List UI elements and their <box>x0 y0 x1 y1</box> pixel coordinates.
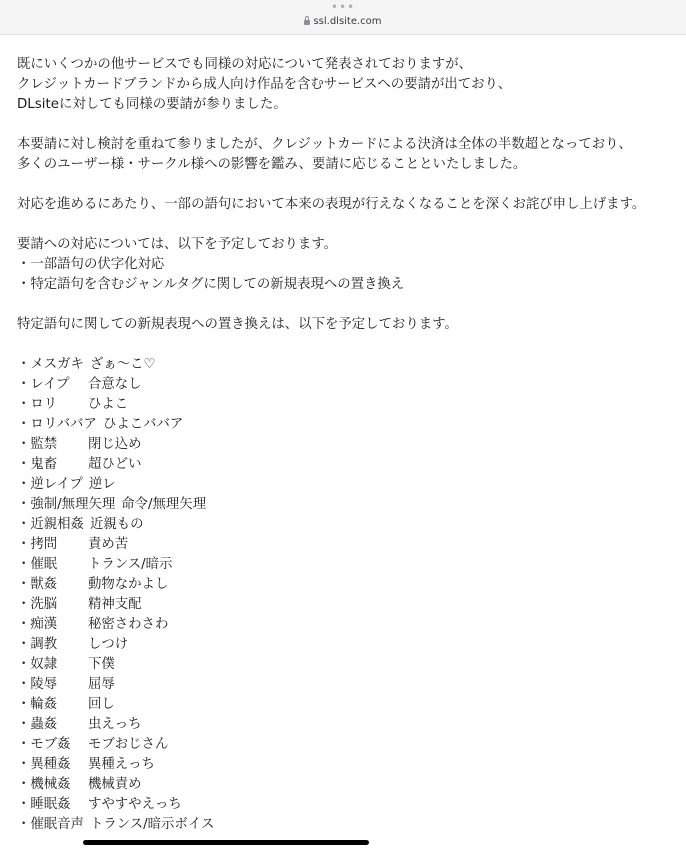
original-term: ・催眠音声 <box>17 817 84 832</box>
mapping-row <box>17 395 686 415</box>
original-term: ・近親相姦 <box>17 517 84 532</box>
intro-line: DLsiteに対しても同様の要請が参りました。 <box>17 97 287 112</box>
decision-line: 本要請に対し検討を重ねて参りましたが、クレジットカードによる決済は全体の半数超となっており、 <box>17 137 632 152</box>
lock-icon <box>304 20 310 25</box>
original-term: ・調教 <box>17 637 58 652</box>
plan-line: 要請への対応については、以下を予定しております。 <box>17 237 338 252</box>
intro-paragraph <box>17 55 686 115</box>
mapping-row <box>17 615 686 635</box>
decision-line: 多くのユーザー様・サークル様への影響を鑑み、要請に応じることといたしました。 <box>17 157 527 172</box>
replacement-term: 虫えっち <box>88 717 142 732</box>
replacement-term: 回し <box>88 697 115 712</box>
original-term: ・睡眠姦 <box>17 797 71 812</box>
mapping-row <box>17 555 686 575</box>
browser-top-bar <box>0 0 686 35</box>
mapping-row <box>17 775 686 795</box>
mapping-row <box>17 475 686 495</box>
url-text: ssl.dlsite.com <box>313 16 382 27</box>
mapping-row <box>17 655 686 675</box>
replacement-term: モブおじさん <box>88 737 169 752</box>
mapping-row <box>17 515 686 535</box>
mapping-row <box>17 695 686 715</box>
mapping-row <box>17 715 686 735</box>
original-term: ・洗脳 <box>17 597 58 612</box>
replacement-term: 責め苦 <box>88 537 129 552</box>
replacement-term: 逆レ <box>88 477 116 492</box>
plan-line: ・特定語句を含むジャンルタグに関しての新規表現への置き換え <box>17 277 405 292</box>
original-term: ・異種姦 <box>17 757 71 772</box>
replacement-term: すやすやえっち <box>88 797 182 812</box>
tab-overview-dots[interactable]: ••• <box>330 0 356 14</box>
term-mapping-list <box>17 355 686 835</box>
plan-line: ・一部語句の伏字化対応 <box>17 257 165 272</box>
replacement-term: ひよこババア <box>102 417 184 432</box>
replacement-term: 動物なかよし <box>88 577 169 592</box>
original-term: ・ロリ <box>17 397 58 412</box>
replacement-term: トランス/暗示ボイス <box>89 817 215 832</box>
original-term: ・蟲姦 <box>17 717 58 732</box>
original-term: ・レイプ <box>17 377 70 392</box>
intro-line: クレジットカードブランドから成人向け作品を含むサービスへの要請が出ており、 <box>17 77 512 92</box>
mapping-row <box>17 795 686 815</box>
original-term: ・鬼畜 <box>17 457 58 472</box>
original-term: ・拷問 <box>17 537 58 552</box>
address-bar[interactable] <box>0 15 686 29</box>
replacement-term: 近親もの <box>89 517 144 532</box>
replacement-term: 閉じ込め <box>88 437 142 452</box>
original-term: ・ロリババア <box>17 417 97 432</box>
original-term: ・機械姦 <box>17 777 71 792</box>
mapping-row <box>17 595 686 615</box>
apology-line: 対応を進めるにあたり、一部の語句において本来の表現が行えなくなることを深くお詫び申し上げます。 <box>17 197 646 212</box>
original-term: ・監禁 <box>17 437 58 452</box>
replacement-term: しつけ <box>88 637 129 652</box>
replacement-term: ざぁ〜こ♡ <box>89 357 156 372</box>
replacement-term: トランス/暗示 <box>88 557 173 572</box>
replacement-term: 合意なし <box>88 377 142 392</box>
original-term: ・陵辱 <box>17 677 58 692</box>
home-indicator <box>83 840 369 845</box>
mapping-row <box>17 495 686 515</box>
mapping-row <box>17 675 686 695</box>
replacement-term: 屈辱 <box>88 677 115 692</box>
mapping-row <box>17 815 686 835</box>
mapping-row <box>17 435 686 455</box>
original-term: ・モブ姦 <box>17 737 71 752</box>
mapping-row <box>17 455 686 475</box>
replacement-term: 命令/無理矢理 <box>121 497 207 512</box>
mapping-row <box>17 575 686 595</box>
mapping-row <box>17 535 686 555</box>
replacement-term: 異種えっち <box>88 757 155 772</box>
original-term: ・奴隷 <box>17 657 58 672</box>
replacement-term: 精神支配 <box>88 597 142 612</box>
intro-line: 既にいくつかの他サービスでも同様の対応について発表されておりますが、 <box>17 57 473 72</box>
replacement-intro: 特定語句に関しての新規表現への置き換えは、以下を予定しております。 <box>17 317 458 332</box>
mapping-row <box>17 755 686 775</box>
original-term: ・メスガキ <box>17 357 84 372</box>
replacement-term: 機械責め <box>88 777 142 792</box>
mapping-row <box>17 635 686 655</box>
apology-paragraph <box>17 195 686 215</box>
original-term: ・輪姦 <box>17 697 58 712</box>
decision-paragraph <box>17 135 686 175</box>
mapping-row <box>17 735 686 755</box>
mapping-row <box>17 375 686 395</box>
replacement-term: ひよこ <box>88 397 129 412</box>
plan-paragraph <box>17 235 686 295</box>
replacement-term: 下僕 <box>88 657 115 672</box>
original-term: ・痴漢 <box>17 617 58 632</box>
article-body <box>0 35 686 835</box>
original-term: ・獣姦 <box>17 577 58 592</box>
original-term: ・強制/無理矢理 <box>17 497 116 512</box>
mapping-row <box>17 415 686 435</box>
original-term: ・逆レイプ <box>17 477 83 492</box>
original-term: ・催眠 <box>17 557 58 572</box>
replacement-term: 秘密さわさわ <box>88 617 169 632</box>
mapping-row <box>17 355 686 375</box>
replacement-term: 超ひどい <box>88 457 142 472</box>
